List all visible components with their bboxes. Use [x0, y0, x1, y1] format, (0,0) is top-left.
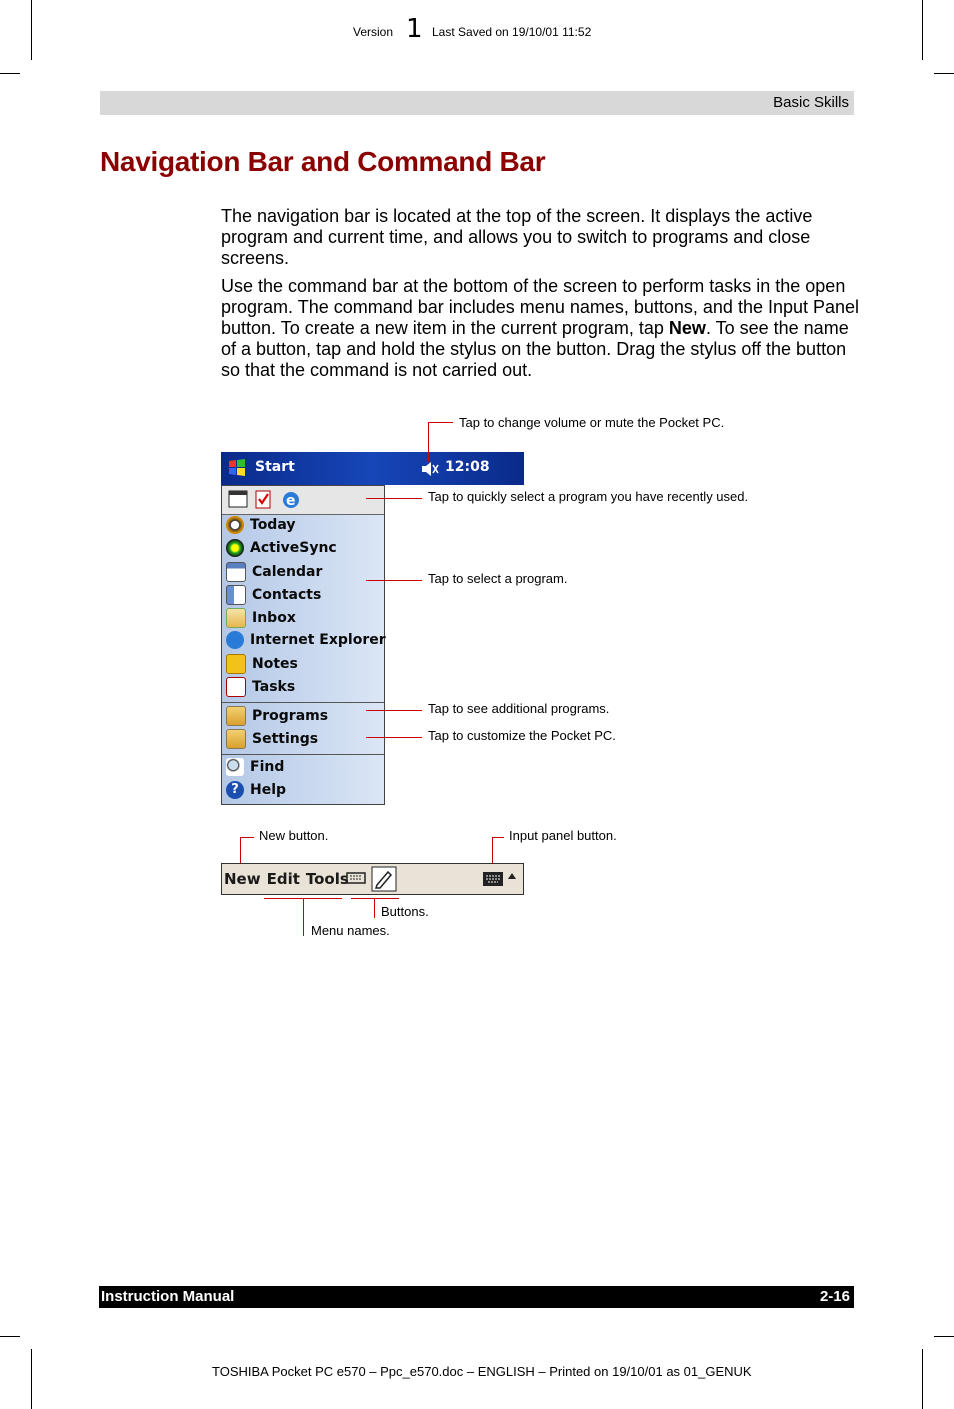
paragraph-text: Use the command bar at the bottom of the screen to perform tasks in the open program. The command bar includes menu names, buttons, and the Input Panel button. To create a new item in the current program, tap — [221, 276, 860, 338]
menu-item-label: Help — [250, 782, 287, 798]
programs-folder-icon — [226, 706, 246, 726]
new-bold: New — [668, 318, 706, 338]
activesync-icon — [226, 539, 244, 557]
clock-time: 12:08 — [445, 459, 490, 475]
crop-mark — [0, 1336, 20, 1337]
paragraph-text: . To see the name of a button, tap and hold the stylus on the button. Drag the stylus off the button so that the command is not carried out. — [221, 318, 849, 380]
menu-item-label: Contacts — [252, 587, 322, 603]
command-bar — [221, 863, 524, 895]
menu-item-settings[interactable] — [226, 729, 318, 751]
footer-bar — [99, 1286, 854, 1308]
crop-mark — [922, 1349, 923, 1409]
callout-volume: Tap to change volume or mute the Pocket PC. — [459, 415, 725, 430]
menu-item-label: Calendar — [252, 564, 323, 580]
version-number: 1 — [406, 14, 423, 44]
menu-edit[interactable]: Edit — [266, 870, 300, 888]
recent-programs-bar[interactable] — [222, 486, 384, 515]
crop-mark — [934, 1336, 954, 1337]
menu-item-label: Notes — [252, 656, 298, 672]
menu-item-internet-explorer[interactable] — [226, 631, 386, 653]
menu-item-label: Tasks — [252, 679, 296, 695]
find-magnifier-icon — [226, 758, 244, 776]
menu-item-label: ActiveSync — [250, 540, 337, 556]
menu-item-label: Programs — [252, 708, 329, 724]
callout-recent-programs: Tap to quickly select a program you have recently used. — [428, 489, 749, 504]
start-label: Start — [255, 459, 295, 475]
menu-item-calendar[interactable] — [226, 562, 322, 584]
menu-item-programs[interactable] — [226, 706, 328, 728]
menu-item-today[interactable] — [226, 516, 295, 538]
start-menu — [221, 485, 385, 805]
speaker-icon[interactable] — [421, 461, 439, 477]
paragraph-navigation-bar: The navigation bar is located at the top of the screen. It displays the active program and current time, and allows you to switch to programs and close screens. — [221, 206, 813, 268]
windows-flag-icon — [227, 458, 247, 478]
leader-line — [366, 737, 422, 738]
crop-mark — [922, 0, 923, 60]
page-number: 2-16 — [819, 1288, 850, 1305]
internet-explorer-icon[interactable] — [280, 489, 302, 511]
menu-item-contacts[interactable] — [226, 585, 321, 607]
leader-line — [374, 898, 375, 918]
menu-item-label: Inbox — [252, 610, 296, 626]
callout-new-button: New button. — [259, 828, 329, 843]
keyboard-button-icon[interactable] — [346, 870, 366, 886]
menu-tools[interactable]: Tools — [305, 870, 349, 888]
print-info: TOSHIBA Pocket PC e570 – Ppc_e570.doc – ENGLISH – Printed on 19/10/01 as 01_GENUK — [212, 1364, 752, 1379]
contacts-icon — [226, 585, 246, 605]
leader-line — [240, 837, 254, 838]
calendar-icon — [226, 562, 246, 582]
paragraph-command-bar — [221, 276, 861, 381]
tasks-icon — [226, 677, 246, 697]
menu-item-tasks[interactable] — [226, 677, 295, 699]
page-title: Navigation Bar and Command Bar — [100, 146, 546, 177]
callout-buttons: Buttons. — [381, 904, 429, 919]
section-name: Basic Skills — [773, 94, 849, 111]
tasks-icon[interactable] — [254, 489, 272, 509]
settings-folder-icon — [226, 729, 246, 749]
leader-line — [492, 837, 504, 838]
callout-select-program: Tap to select a program. — [428, 571, 568, 586]
menu-item-help[interactable] — [226, 781, 286, 803]
leader-line — [240, 837, 241, 866]
leader-line — [303, 898, 304, 936]
callout-input-panel: Input panel button. — [509, 828, 617, 843]
leader-line — [492, 837, 493, 866]
menu-separator — [222, 702, 384, 703]
callout-additional-programs: Tap to see additional programs. — [428, 701, 610, 716]
menu-item-label: Settings — [252, 731, 319, 747]
command-bar-menus — [224, 870, 355, 888]
menu-item-activesync[interactable] — [226, 539, 337, 561]
leader-line — [366, 580, 422, 581]
menu-item-notes[interactable] — [226, 654, 298, 676]
menu-new[interactable]: New — [224, 870, 261, 888]
leader-line — [366, 498, 422, 499]
last-saved: Last Saved on 19/10/01 11:52 — [432, 25, 592, 39]
leader-line — [428, 422, 429, 462]
callout-customize: Tap to customize the Pocket PC. — [428, 728, 616, 743]
help-icon: ? — [226, 781, 244, 799]
notes-icon — [226, 654, 246, 674]
input-panel-arrow-icon[interactable] — [506, 870, 518, 884]
leader-line — [366, 710, 422, 711]
inbox-icon — [226, 608, 246, 628]
section-header-bar — [100, 91, 854, 115]
crop-mark — [31, 0, 32, 60]
callout-menu-names: Menu names. — [311, 923, 390, 938]
crop-mark — [31, 1349, 32, 1409]
menu-separator — [222, 754, 384, 755]
menu-item-inbox[interactable] — [226, 608, 296, 630]
svg-text:e: e — [286, 493, 296, 509]
leader-line — [351, 898, 399, 899]
internet-explorer-icon — [226, 631, 244, 649]
version-label: Version — [353, 25, 394, 39]
leader-line — [428, 422, 453, 423]
menu-item-find[interactable] — [226, 758, 284, 780]
navigation-bar[interactable] — [221, 452, 524, 485]
crop-mark — [0, 73, 20, 74]
window-icon[interactable] — [228, 490, 248, 508]
menu-item-label: Find — [250, 759, 285, 775]
footer-manual-title: Instruction Manual — [101, 1288, 235, 1305]
crop-mark — [934, 73, 954, 74]
menu-item-label: Internet Explorer — [250, 632, 386, 648]
input-panel-keyboard-icon[interactable] — [482, 870, 504, 888]
pen-button-icon[interactable] — [371, 866, 397, 892]
today-icon — [226, 516, 244, 534]
menu-item-label: Today — [250, 517, 296, 533]
